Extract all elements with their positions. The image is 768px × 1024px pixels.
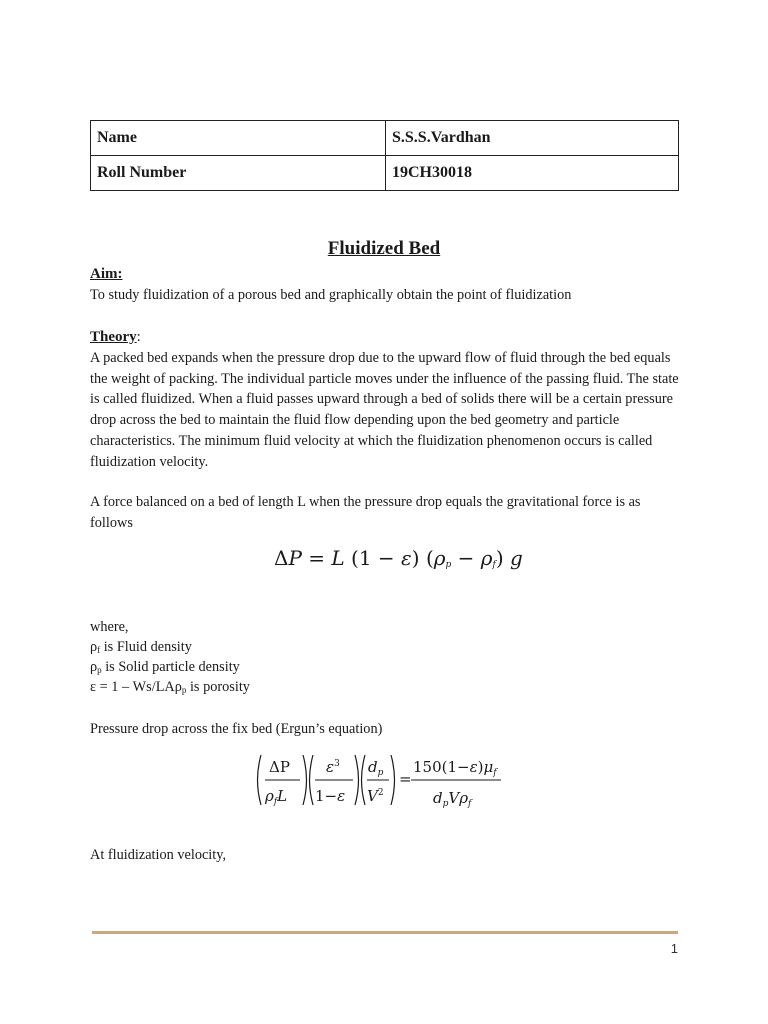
force-balance-equation: ΔP = L (1 − ε) $(\rho_p - \rho_f)$ g <box>274 546 523 570</box>
footer-divider <box>92 931 678 934</box>
theory-paragraph-2: A force balanced on a bed of length L when the pressure drop equals the gravitational force is as follows <box>90 494 641 531</box>
aim-text: To study fluidization of a porous bed and graphically obtain the point of fluidization <box>90 287 572 303</box>
ergun-intro: Pressure drop across the fix bed (Ergun’s equation) <box>90 721 383 737</box>
svg-text:ΔP: ΔP <box>269 758 290 776</box>
name-value: S.S.S.Vardhan <box>386 121 679 156</box>
where-label: where, <box>90 619 129 635</box>
page-title: Fluidized Bed <box>327 238 441 259</box>
roll-number-value: 19CH30018 <box>386 156 679 191</box>
aim-heading-text: Aim: <box>90 266 123 282</box>
svg-text:=: = <box>399 770 412 788</box>
theory-paragraph-1: A packed bed expands when the pressure drop due to the upward flow of fluid through the bed equals the weight of packing. The individual particle moves under the influence of the passing fluid. The state is called fluidized. When a fluid passes upward through a bed of solids there will be a certain pressure drop across the bed to maintain the fluid flow depending upon the bed geometry and particle characteristics. The minimum fluid velocity at which the fluidization phenomenon occurs is called fluidization velocity. <box>90 350 679 470</box>
svg-text:dp: $d_p$ <box>368 758 384 778</box>
roll-number-label: Roll Number <box>91 156 386 191</box>
porosity-definition: ε = 1 – Ws/LAρ$_p$ is porosity <box>90 679 250 695</box>
fluidization-velocity-line: At fluidization velocity, <box>90 847 227 863</box>
rho-p-definition: $\rho_p$ is Solid particle density <box>90 659 240 675</box>
aim-heading <box>90 266 123 283</box>
svg-text:ρfL: $\rho_fL$ <box>265 787 288 807</box>
svg-text:1−ε: 1−ε <box>315 787 346 805</box>
rho-f-definition: $\rho_f$ is Fluid density <box>90 639 192 655</box>
theory-heading <box>90 329 141 346</box>
svg-text:V2: $V^2$ <box>367 787 384 805</box>
svg-text:ε3: $\varepsilon^3$ <box>326 758 340 776</box>
table-row <box>91 121 679 156</box>
name-label: Name <box>91 121 386 156</box>
table-row <box>91 156 679 191</box>
theory-heading-colon: : <box>136 329 141 345</box>
student-info-table <box>90 120 679 191</box>
svg-text:dpVρf: $d_pV\rho_f$ <box>433 789 472 809</box>
theory-heading-text: Theory <box>90 329 137 345</box>
page-number: 1 <box>670 941 678 956</box>
ergun-equation <box>255 752 505 812</box>
svg-text:150(1−ε)μf: $150(1-\varepsilon)\mu_f$ <box>413 758 497 778</box>
